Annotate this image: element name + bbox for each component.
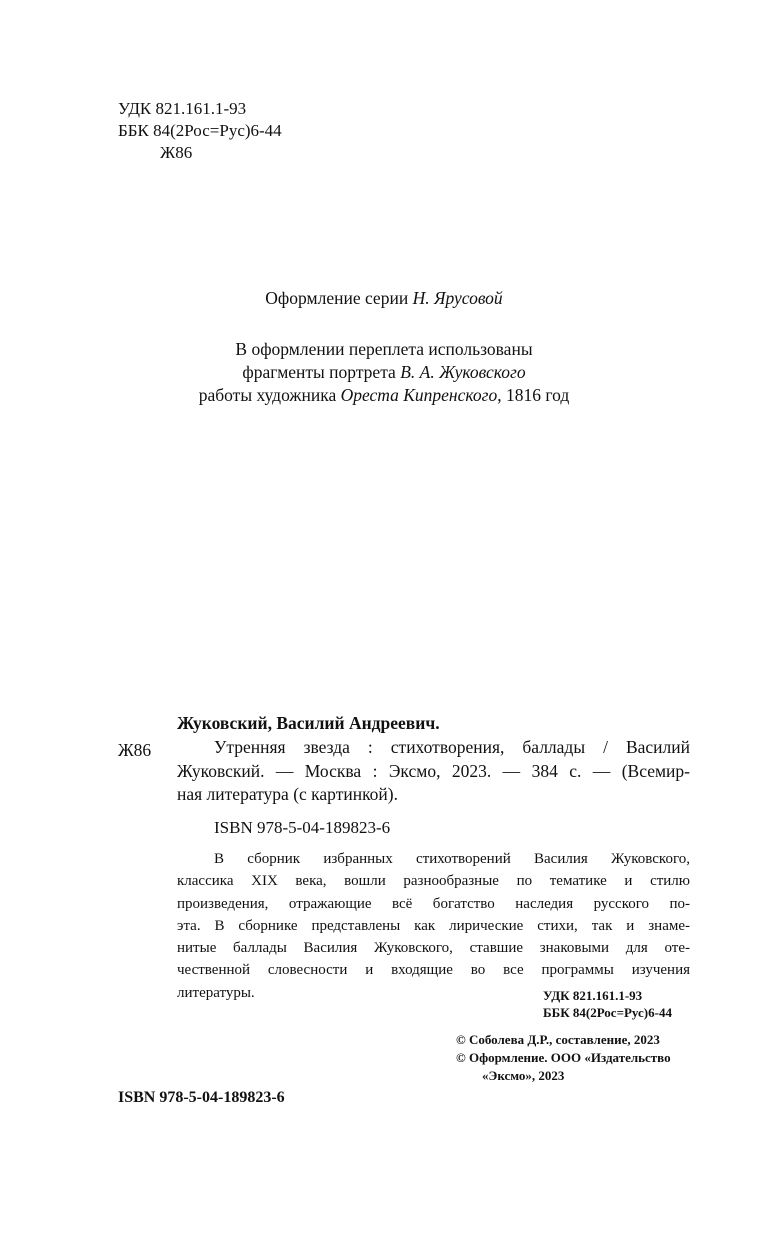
bbk-code-bottom: ББК 84(2Рос=Рус)6-44 [543, 1005, 672, 1020]
annotation [177, 848, 690, 1004]
annotation-line: В сборник избранных стихотворений Василия Жуковского, [214, 851, 690, 867]
bibliographic-line: Жуковский. — Москва : Эксмо, 2023. — 384 с. — (Всемир- [177, 760, 690, 781]
bibliographic-line: Утренняя звезда : стихотворения, баллады / Василий [214, 737, 690, 757]
copyright-line-2: © Оформление. ООО «Издательство [456, 1050, 671, 1065]
cover-note-line-2 [0, 361, 768, 384]
copyright-notice [456, 1031, 671, 1085]
portrait-subject: В. А. Жуковского [400, 362, 526, 382]
artist-name: Ореста Кипренского [340, 385, 498, 405]
udk-code: УДК 821.161.1-93 [118, 99, 247, 118]
series-design-prefix: Оформление серии [265, 288, 413, 308]
classification-block-top [118, 98, 282, 164]
annotation-line: нитые баллады Василия Жуковского, ставшие знаковыми для оте- [177, 940, 690, 957]
bbk-code: ББК 84(2Рос=Рус)6-44 [118, 121, 282, 140]
cover-note-line-3-prefix: работы художника [198, 385, 341, 405]
copyright-line-1: © Соболева Д.Р., составление, 2023 [456, 1032, 660, 1047]
cover-illustration-note [0, 338, 768, 407]
series-designer-name: Н. Ярусовой [412, 288, 503, 308]
copyright-line-3: «Эксмо», 2023 [482, 1068, 565, 1083]
catalog-isbn: ISBN 978-5-04-189823-6 [214, 818, 391, 837]
annotation-line: чественной словесности и входящие во все программы изучения [177, 962, 690, 979]
annotation-line: литературы. [177, 984, 255, 1001]
series-design-credit [0, 288, 768, 309]
isbn-bottom: ISBN 978-5-04-189823-6 [118, 1089, 285, 1106]
udk-code-bottom: УДК 821.161.1-93 [543, 988, 643, 1003]
catalog-cutter-code: Ж86 [118, 740, 152, 760]
cover-note-line-2-prefix: фрагменты портрета [242, 362, 401, 382]
classification-block-bottom [543, 987, 672, 1021]
annotation-line: классика XIX века, вошли разнообразные по тематике и стилю [177, 873, 690, 890]
annotation-line: эта. В сборнике представлены как лирические стихи, так и знаме- [177, 917, 690, 934]
cover-note-line-3 [0, 384, 768, 407]
cover-note-line-1: В оформлении переплета использованы [235, 339, 533, 359]
annotation-line: произведения, отражающие всё богатство наследия русского по- [177, 895, 690, 912]
cutter-code: Ж86 [160, 143, 193, 162]
bibliographic-description [177, 736, 690, 807]
cover-note-line-3-suffix: , 1816 год [497, 385, 570, 405]
catalog-author-heading: Жуковский, Василий Андреевич. [177, 713, 440, 733]
bibliographic-line: ная литература (с картинкой). [177, 784, 398, 804]
